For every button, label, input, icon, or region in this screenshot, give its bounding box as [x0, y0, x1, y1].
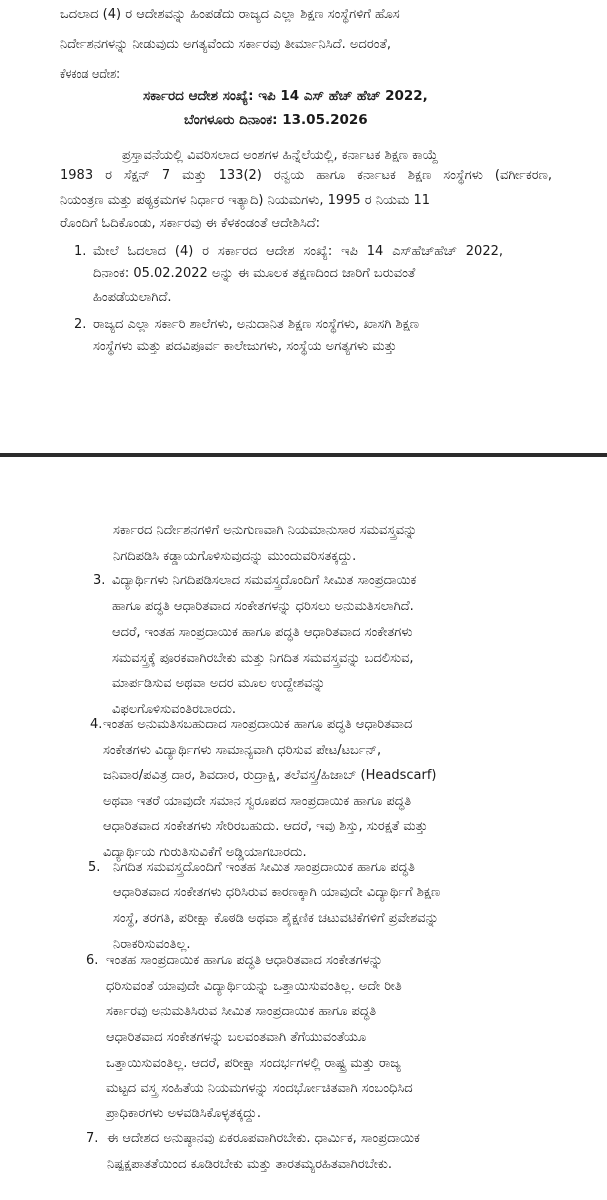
list-item-line: ಹಿಂಪಡೆಯಲಾಗಿದೆ. — [93, 290, 172, 305]
preamble-line: ಪ್ರಸ್ತಾವನೆಯಲ್ಲಿ ವಿವರಿಸಲಾದ ಅಂಶಗಳ ಹಿನ್ನೆಲೆಯಲ್ಲಿ, ಕರ್ನಾಟಕ ಶಿಕ್ಷಣ ಕಾಯ್ದೆ — [122, 148, 439, 163]
list-item-line: ಆದರೆ, ಇಂತಹ ಸಾಂಪ್ರದಾಯಿಕ ಹಾಗೂ ಪದ್ಧತಿ ಆಧಾರಿತವಾದ ಸಂಕೇತಗಳು — [112, 625, 413, 640]
list-item-number: 3. — [93, 573, 106, 588]
intro-line: ಒದಲಾದ (4) ರ ಆದೇಶವನ್ನು ಹಿಂಪಡೆದು ರಾಜ್ಯದ ಎಲ್ಲಾ ಶಿಕ್ಷಣ ಸಂಸ್ಥೆಗಳಿಗೆ ಹೊಸ — [60, 7, 400, 22]
list-item-line: ಮಾರ್ಪಡಿಸುವ ಅಥವಾ ಅದರ ಮೂಲ ಉದ್ದೇಶವನ್ನು — [112, 676, 326, 691]
document-page-1 — [0, 0, 607, 453]
continuation-line: ಸರ್ಕಾರದ ನಿರ್ದೇಶನಗಳಿಗೆ ಅನುಗುಣವಾಗಿ ನಿಯಮಾನುಸಾರ ಸಮವಸ್ತ್ರವನ್ನು — [113, 523, 418, 538]
list-item-line: ವಿದ್ಯಾರ್ಥಿಗಳು ನಿಗದಿಪಡಿಸಲಾದ ಸಮವಸ್ತ್ರದೊಂದಿಗೆ ಸೀಮಿತ ಸಾಂಪ್ರದಾಯಿಕ — [112, 573, 417, 588]
list-item-line: ಇಂತಹ ಅನುಮತಿಸಬಹುದಾದ ಸಾಂಪ್ರದಾಯಿಕ ಹಾಗೂ ಪದ್ಧತಿ ಆಧಾರಿತವಾದ — [103, 717, 413, 732]
list-item-line: ಮಟ್ಟದ ವಸ್ತ್ರ ಸಂಹಿತೆಯ ನಿಯಮಗಳನ್ನು ಸಂದರ್ಭೋಚಿತವಾಗಿ ಸಂಬಂಧಿಸಿದ — [106, 1081, 413, 1096]
list-item-line: ಸರ್ಕಾರವು ಅನುಮತಿಸಿರುವ ಸೀಮಿತ ಸಾಂಪ್ರದಾಯಿಕ ಹಾಗೂ ಪದ್ಧತಿ — [106, 1004, 377, 1019]
list-item-line: ಧರಿಸುವಂತೆ ಯಾವುದೇ ವಿದ್ಯಾರ್ಥಿಯನ್ನು ಒತ್ತಾಯಿಸುವಂತಿಲ್ಲ. ಅದೇ ರೀತಿ — [106, 979, 402, 994]
list-item-line: ಆಧಾರಿತವಾದ ಸಂಕೇತಗಳು ಧರಿಸಿರುವ ಕಾರಣಕ್ಕಾಗಿ ಯಾವುದೇ ವಿದ್ಯಾರ್ಥಿಗೆ ಶಿಕ್ಷಣ — [113, 885, 441, 900]
list-item-line: ಸಂಕೇತಗಳು ವಿದ್ಯಾರ್ಥಿಗಳು ಸಾಮಾನ್ಯವಾಗಿ ಧರಿಸುವ ಪೇಟ/ಟರ್ಬನ್, — [103, 743, 382, 758]
order-title: ಸರ್ಕಾರದ ಆದೇಶ ಸಂಖ್ಯೆ: ಇಪಿ 14 ಎಸ್ ಹೆಚ್ ಹೆಚ್ 2022, — [143, 88, 428, 104]
list-item-line: ಪ್ರಾಧಿಕಾರಗಳು ಅಳವಡಿಸಿಕೊಳ್ಳತಕ್ಕದ್ದು. — [106, 1106, 261, 1121]
list-item-line: ಆಧಾರಿತವಾದ ಸಂಕೇತಗಳು ಸೇರಿರಬಹುದು. ಆದರೆ, ಇವು ಶಿಸ್ತು, ಸುರಕ್ಷತೆ ಮತ್ತು — [103, 819, 428, 834]
list-item-line: ನಿಗದಿತ ಸಮವಸ್ತ್ರದೊಂದಿಗೆ ಇಂತಹ ಸೀಮಿತ ಸಾಂಪ್ರದಾಯಿಕ ಹಾಗೂ ಪದ್ಧತಿ — [113, 860, 415, 875]
preamble-line: ರೊಂದಿಗೆ ಓದಿಕೊಂಡು, ಸರ್ಕಾರವು ಈ ಕೆಳಕಂಡಂತೆ ಆದೇಶಿಸಿದೆ: — [60, 216, 321, 231]
list-item-line: ಸಂಸ್ಥೆಗಳು ಮತ್ತು ಪದವಿಪೂರ್ವ ಕಾಲೇಜುಗಳು, ಸಂಸ್ಥೆಯ ಅಗತ್ಯಗಳು ಮತ್ತು — [93, 339, 397, 354]
list-item-line: ರಾಜ್ಯದ ಎಲ್ಲಾ ಸರ್ಕಾರಿ ಶಾಲೆಗಳು, ಅನುದಾನಿತ ಶಿಕ್ಷಣ ಸಂಸ್ಥೆಗಳು, ಖಾಸಗಿ ಶಿಕ್ಷಣ — [93, 317, 419, 332]
list-item-number: 2. — [74, 317, 87, 332]
preamble-line: 1983 ರ ಸೆಕ್ಷನ್ 7 ಮತ್ತು 133(2) ರನ್ವಯ ಹಾಗೂ ಕರ್ನಾಟಕ ಶಿಕ್ಷಣ ಸಂಸ್ಥೆಗಳು (ವರ್ಗೀಕರಣ, — [60, 168, 552, 183]
list-item-number: 5. — [88, 860, 101, 875]
list-item-number: 4. — [90, 717, 103, 732]
intro-line: ನಿರ್ದೇಶನಗಳನ್ನು ನೀಡುವುದು ಅಗತ್ಯವೆಂದು ಸರ್ಕಾರವು ತೀರ್ಮಾನಿಸಿದೆ. ಅದರಂತೆ, — [60, 37, 391, 52]
list-item-line: ಜನಿವಾರ/ಪವಿತ್ರ ದಾರ, ಶಿವದಾರ, ರುದ್ರಾಕ್ಷಿ, ತಲೆವಸ್ತ್ರ/ಹಿಜಾಬ್ (Headscarf) — [103, 768, 437, 783]
list-item-line: ಸಮವಸ್ತ್ರಕ್ಕೆ ಪೂರಕವಾಗಿರಬೇಕು ಮತ್ತು ನಿಗದಿತ ಸಮವಸ್ತ್ರವನ್ನು ಬದಲಿಸುವ, — [112, 651, 414, 666]
document-page-2 — [0, 457, 607, 1200]
list-item-line: ಅಥವಾ ಇತರೆ ಯಾವುದೇ ಸಮಾನ ಸ್ವರೂಪದ ಸಾಂಪ್ರದಾಯಿಕ ಹಾಗೂ ಪದ್ಧತಿ — [103, 794, 412, 809]
list-item-line: ಆಧಾರಿತವಾದ ಸಂಕೇತಗಳನ್ನು ಬಲವಂತವಾಗಿ ತೆಗೆಯುವಂತೆಯೂ — [106, 1030, 367, 1045]
list-item-line: ಮೇಲೆ ಓದಲಾದ (4) ರ ಸರ್ಕಾರದ ಆದೇಶ ಸಂಖ್ಯೆ: ಇಪಿ 14 ಎಸ್‌ಹೆಚ್‌ಹೆಚ್ 2022, — [93, 244, 503, 259]
list-item-line: ಒತ್ತಾಯಿಸುವಂತಿಲ್ಲ. ಆದರೆ, ಪರೀಕ್ಷಾ ಸಂದರ್ಭಗಳಲ್ಲಿ ರಾಷ್ಟ್ರ ಮತ್ತು ರಾಜ್ಯ — [106, 1056, 401, 1071]
list-item-line: ವಿದ್ಯಾರ್ಥಿಯ ಗುರುತಿಸುವಿಕೆಗೆ ಅಡ್ಡಿಯಾಗಬಾರದು. — [103, 845, 307, 860]
list-item-line: ಸಂಸ್ಥೆ, ತರಗತಿ, ಪರೀಕ್ಷಾ ಕೊಠಡಿ ಅಥವಾ ಶೈಕ್ಷಣಿಕ ಚಟುವಟಿಕೆಗಳಿಗೆ ಪ್ರವೇಶವನ್ನು — [113, 911, 439, 926]
list-item-number: 1. — [74, 244, 87, 259]
intro-line: ಕೆಳಕಂಡ ಆದೇಶ: — [60, 67, 120, 82]
list-item-number: 7. — [86, 1131, 99, 1146]
list-item-line: ಹಾಗೂ ಪದ್ಧತಿ ಆಧಾರಿತವಾದ ಸಂಕೇತಗಳನ್ನು ಧರಿಸಲು ಅನುಮತಿಸಲಾಗಿದೆ. — [112, 599, 414, 614]
list-item-line: ದಿನಾಂಕ: 05.02.2022 ಅನ್ನು ಈ ಮೂಲಕ ತಕ್ಷಣದಿಂದ ಜಾರಿಗೆ ಬರುವಂತೆ — [93, 266, 416, 281]
list-item-line: ನಿಷ್ಪಕ್ಷಪಾತತೆಯಿಂದ ಕೂಡಿರಬೇಕು ಮತ್ತು ತಾರತಮ್ಯರಹಿತವಾಗಿರಬೇಕು. — [107, 1157, 392, 1172]
list-item-line: ವಿಫಲಗೊಳಿಸುವಂತಿರಬಾರದು. — [112, 702, 236, 717]
continuation-line: ನಿಗದಿಪಡಿಸಿ ಕಡ್ಡಾಯಗೊಳಿಸುವುದನ್ನು ಮುಂದುವರಿಸತಕ್ಕದ್ದು. — [113, 549, 357, 564]
list-item-number: 6. — [86, 953, 99, 968]
list-item-line: ನಿರಾಕರಿಸುವಂತಿಲ್ಲ. — [113, 937, 191, 952]
preamble-line: ನಿಯಂತ್ರಣ ಮತ್ತು ಪಠ್ಯಕ್ರಮಗಳ ನಿರ್ಧಾರ ಇತ್ಯಾದಿ) ನಿಯಮಗಳು, 1995 ರ ನಿಯಮ 11 — [60, 193, 431, 208]
list-item-line: ಇಂತಹ ಸಾಂಪ್ರದಾಯಿಕ ಹಾಗೂ ಪದ್ಧತಿ ಆಧಾರಿತವಾದ ಸಂಕೇತಗಳನ್ನು — [106, 953, 383, 968]
list-item-line: ಈ ಆದೇಶದ ಅನುಷ್ಠಾನವು ಏಕರೂಪವಾಗಿರಬೇಕು. ಧಾರ್ಮಿಕ, ಸಾಂಪ್ರದಾಯಿಕ — [107, 1131, 420, 1146]
order-date: ಬೆಂಗಳೂರು ದಿನಾಂಕ: 13.05.2026 — [184, 112, 368, 128]
